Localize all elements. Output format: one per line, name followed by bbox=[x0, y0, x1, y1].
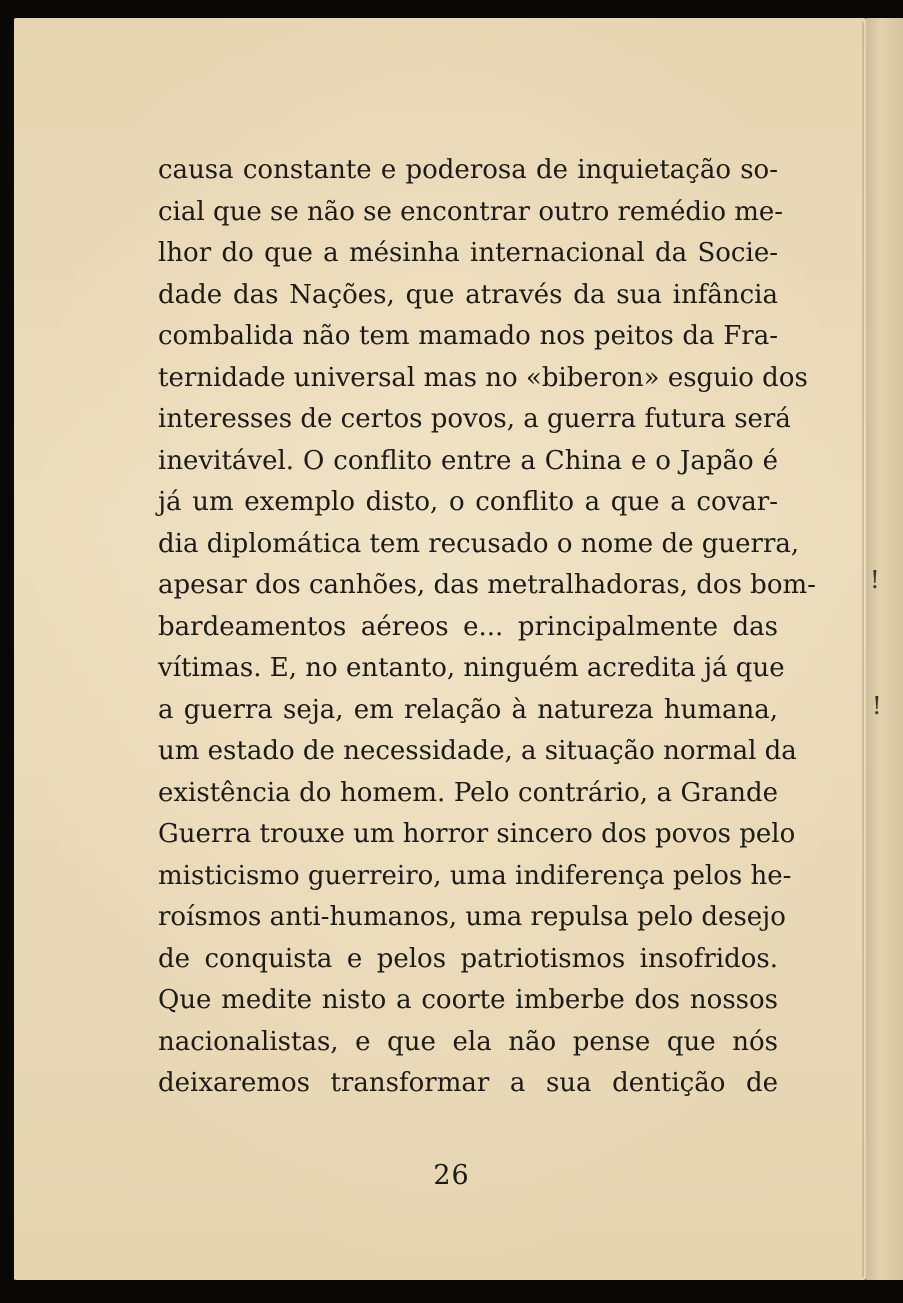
body-text bbox=[158, 150, 816, 1105]
page-fold-line bbox=[862, 22, 864, 1277]
text-line: interesses de certos povos, a guerra futura será bbox=[158, 404, 791, 434]
text-line: lhor do que a mésinha internacional da Socie- bbox=[158, 238, 778, 268]
text-line: nacionalistas, e que ela não pense que nós bbox=[158, 1026, 778, 1057]
text-line: um estado de necessidade, a situação normal da bbox=[158, 736, 797, 766]
text-line: apesar dos canhões, das metralhadoras, dos bom- bbox=[158, 570, 816, 600]
text-line: vítimas. E, no entanto, ninguém acredita já que bbox=[158, 653, 785, 683]
text-line: causa constante e poderosa de inquietação so- bbox=[158, 155, 778, 185]
text-line: combalida não tem mamado nos peitos da Fra- bbox=[158, 321, 778, 351]
text-line: Guerra trouxe um horror sincero dos povos pelo bbox=[158, 819, 796, 849]
text-line: bardeamentos aéreos e... principalmente das bbox=[158, 611, 778, 642]
text-line: Que medite nisto a coorte imberbe dos nossos bbox=[158, 985, 778, 1015]
text-line: de conquista e pelos patriotismos insofridos. bbox=[158, 943, 778, 974]
margin-mark: ! bbox=[870, 566, 880, 594]
text-line: dade das Nações, que através da sua infância bbox=[158, 279, 778, 310]
text-line: dia diplomática tem recusado o nome de guerra, bbox=[158, 528, 800, 559]
text-line: já um exemplo disto, o conflito a que a covar- bbox=[158, 487, 778, 517]
text-line: inevitável. O conflito entre a China e o Japão é bbox=[158, 445, 778, 476]
text-line: ternidade universal mas no «biberon» esguio dos bbox=[158, 362, 808, 393]
text-line: deixaremos transformar a sua dentição de bbox=[158, 1068, 778, 1098]
margin-mark: ! bbox=[872, 692, 882, 720]
text-line: cial que se não se encontrar outro remédio me- bbox=[158, 196, 784, 227]
text-line: existência do homem. Pelo contrário, a Grande bbox=[158, 777, 778, 808]
text-line: misticismo guerreiro, uma indiferença pelos he- bbox=[158, 860, 792, 891]
adjacent-page-edge bbox=[866, 18, 903, 1280]
text-line: a guerra seja, em relação à natureza humana, bbox=[158, 694, 778, 725]
text-line: roísmos anti-humanos, uma repulsa pelo desejo bbox=[158, 902, 786, 932]
page-number: 26 bbox=[433, 1160, 470, 1191]
